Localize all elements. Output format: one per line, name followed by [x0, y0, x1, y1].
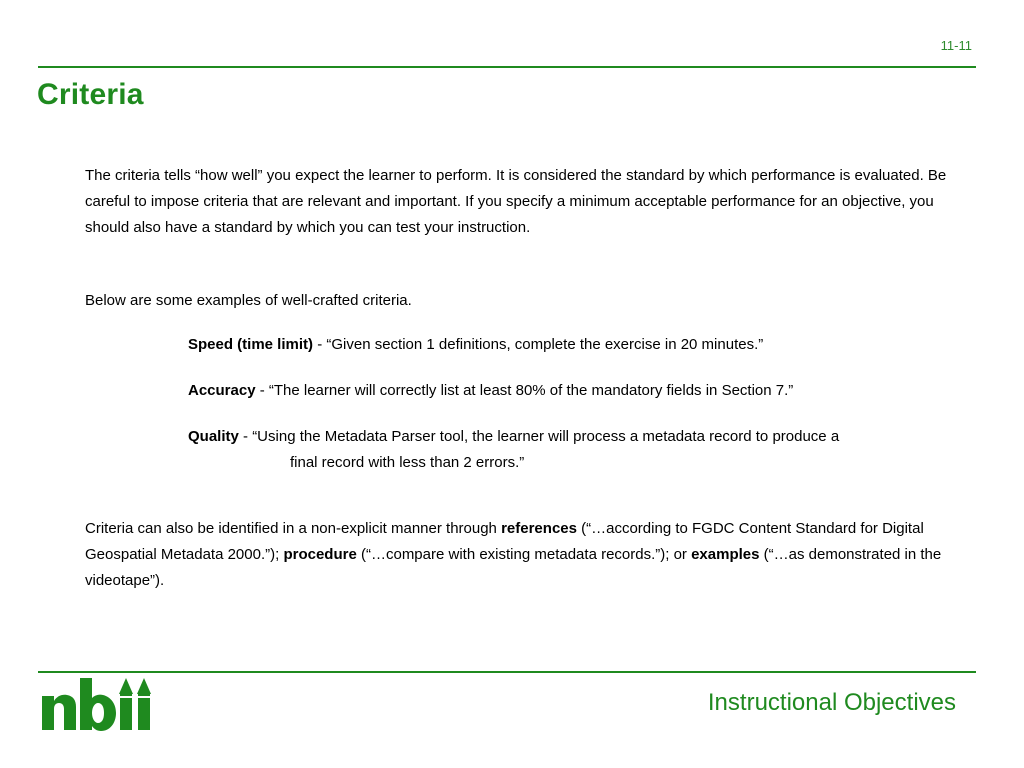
- paragraph-text: (“…according to FGDC Content Standard for Digital Geospatial Metadata 2000.”);: [85, 520, 924, 563]
- header-divider: [38, 66, 976, 68]
- paragraph-text: (“…compare with existing metadata records.”); or: [356, 546, 692, 563]
- paragraph-text: (“…as demonstrated in the videotape”).: [85, 546, 942, 589]
- term-examples: examples: [691, 546, 760, 563]
- term-procedure: procedure: [283, 546, 357, 563]
- footer-title: Instructional Objectives: [707, 689, 956, 716]
- nbii-logo: [40, 674, 162, 739]
- example-term: Accuracy: [188, 382, 256, 399]
- example-term: Speed (time limit): [188, 336, 314, 353]
- term-references: references: [501, 520, 577, 537]
- example-text: - “Using the Metadata Parser tool, the learner will process a metadata record to produce a: [238, 428, 840, 445]
- non-explicit-paragraph: [85, 516, 965, 594]
- examples-intro: Below are some examples of well-crafted criteria.: [85, 292, 412, 309]
- footer-divider: [38, 671, 976, 673]
- example-text: - “The learner will correctly list at least 80% of the mandatory fields in Section 7.”: [255, 382, 794, 399]
- page-number: 11-11: [940, 38, 972, 53]
- example-text-continuation: final record with less than 2 errors.”: [290, 454, 525, 471]
- slide-title: Criteria: [37, 78, 144, 111]
- example-speed: [188, 332, 948, 358]
- intro-paragraph: The criteria tells “how well” you expect the learner to perform. It is considered the standard by which performance is evaluated. Be careful to impose criteria that are relevant and important. If you specify a minimum acceptable performance for an objective, you should also have a standard by which you can test your instruction.: [85, 167, 947, 236]
- nbii-logo-icon: [40, 674, 162, 734]
- example-text: - “Given section 1 definitions, complete the exercise in 20 minutes.”: [313, 336, 764, 353]
- example-term: Quality: [188, 428, 239, 445]
- example-accuracy: [188, 378, 948, 404]
- example-quality: [188, 424, 948, 476]
- paragraph-text: Criteria can also be identified in a non-explicit manner through: [85, 520, 502, 537]
